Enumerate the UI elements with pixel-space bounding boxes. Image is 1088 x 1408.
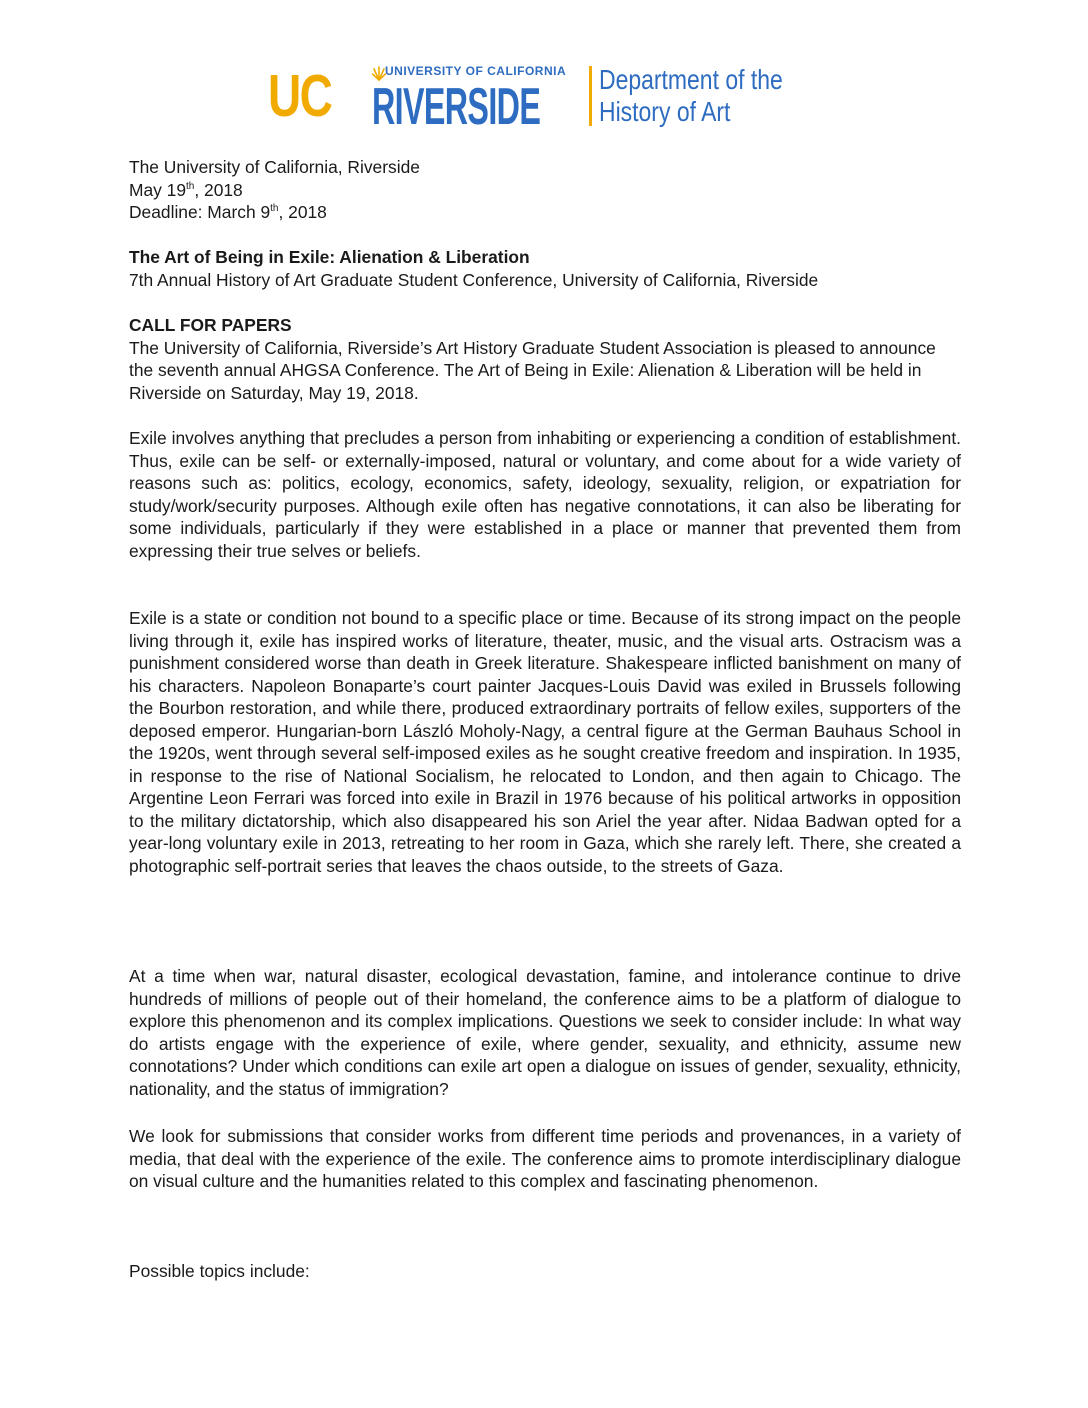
- topics-intro: Possible topics include:: [129, 1261, 310, 1281]
- conference-subtitle: 7th Annual History of Art Graduate Student Conference, University of California, Riverside: [129, 269, 819, 290]
- logo-dept-line-2: History of Art: [599, 96, 731, 127]
- logo-department-text: [599, 64, 783, 128]
- logo-riverside-text: RIVERSIDE: [372, 78, 541, 136]
- letter-header: [129, 156, 961, 224]
- institution-line: The University of California, Riverside: [129, 157, 420, 177]
- body-paragraph-2: Exile is a state or condition not bound to a specific place or time. Because of its strong impact on the people living through it, exile has inspired works of literature, theater, music, and the visual arts. Ostracism was a punishment considered worse than death in Greek literature. Shakespeare inflicted banishment on many of his characters. Napoleon Bonaparte’s court painter Jacques-Louis David was exiled in Brussels following the Bourbon restoration, and while there, produced extraordinary portraits of fellow exiles, supporters of the deposed emperor. Hungarian-born László Moholy-Nagy, a central figure at the German Bauhaus School in the 1920s, went through several self-imposed exiles as he sought creative freedom and inspiration. In 1935, in response to the rise of National Socialism, he relocated to London, and then again to Chicago. The Argentine Leon Ferrari was forced into exile in Brazil in 1976 because of his political artworks in opposition to the military dictatorship, which also disappeared his son Ariel the year after. Nidaa Badwan opted for a year-long voluntary exile in 2013, retreating to her room in Gaza, which she rarely left. There, she created a photographic self-portrait series that leaves the chaos outside, to the streets of Gaza.: [129, 608, 961, 876]
- conference-title: The Art of Being in Exile: Alienation & Liberation: [129, 247, 530, 267]
- ucr-department-logo: [268, 63, 808, 136]
- logo-dept-line-1: Department of the: [599, 64, 783, 95]
- logo-university-text: UNIVERSITY OF CALIFORNIA: [385, 64, 567, 78]
- logo-divider: [589, 66, 592, 126]
- conference-title-block: [129, 246, 961, 291]
- call-for-papers-block: [129, 314, 961, 404]
- body-paragraph-1: Exile involves anything that precludes a person from inhabiting or experiencing a condition of establishment. Thus, exile can be self- or externally-imposed, natural or voluntary, and come about for a wide variety of reasons such as: politics, ecology, economics, safety, ideology, sexuality, religion, or expatriation for study/work/security purposes. Although exile often has negative connotations, it can also be liberating for some individuals, particularly if they were established in a place or manner that prevented them from expressing their true selves or beliefs.: [129, 428, 961, 561]
- logo-uc-mark: UC: [268, 63, 332, 129]
- cfp-intro: The University of California, Riverside’s Art History Graduate Student Association is pleased to announce the seventh annual AHGSA Conference. The Art of Being in Exile: Alienation & Liberation will be held in Riverside on Saturday, May 19, 2018.: [129, 337, 936, 403]
- cfp-heading: CALL FOR PAPERS: [129, 315, 292, 335]
- conference-date: May 19th, 2018: [129, 179, 243, 200]
- deadline-date: Deadline: March 9th, 2018: [129, 202, 327, 222]
- body-paragraph-3: At a time when war, natural disaster, ecological devastation, famine, and intolerance continue to drive hundreds of millions of people out of their homeland, the conference aims to be a platform of dialogue to explore this phenomenon and its complex implications. Questions we seek to consider include: In what way do artists engage with the experience of exile, where gender, sexuality, and ethnicity, assume new connotations? Under which conditions can exile art open a dialogue on issues of gender, sexuality, ethnicity, nationality, and the status of immigration?: [129, 966, 961, 1099]
- body-paragraph-4: We look for submissions that consider works from different time periods and provenances, in a variety of media, that deal with the experience of the exile. The conference aims to promote interdisciplinary dialogue on visual culture and the humanities related to this complex and fascinating phenomenon.: [129, 1126, 961, 1191]
